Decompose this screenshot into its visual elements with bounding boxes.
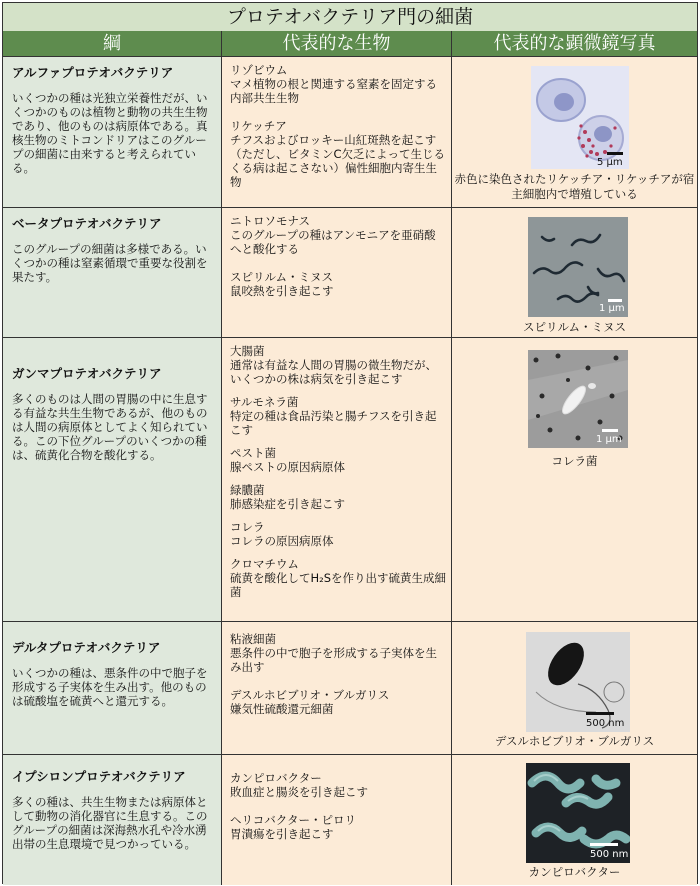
class-name: アルファプロテオバクテリア bbox=[12, 65, 174, 80]
desulfovibrio-micrograph bbox=[526, 632, 630, 732]
class-cell bbox=[3, 622, 222, 754]
organism-name: ニトロソモナス bbox=[230, 214, 311, 228]
organisms-cell bbox=[222, 208, 452, 337]
scale-label: 1 µm bbox=[599, 303, 625, 314]
organism-name: リゾビウム bbox=[230, 63, 288, 77]
micrograph-caption: コレラ菌 bbox=[551, 454, 598, 468]
organism-entry bbox=[230, 813, 447, 841]
organism-description: このグループの種はアンモニアを亜硝酸へと酸化する bbox=[230, 228, 436, 256]
rickettsia-micrograph bbox=[531, 66, 629, 169]
scale-bar bbox=[590, 843, 618, 846]
organism-entry bbox=[230, 632, 447, 674]
micrograph-cell bbox=[452, 338, 697, 621]
header-class: 綱 bbox=[3, 31, 222, 57]
organism-description: チフスおよびロッキー山紅斑熱を起こす（ただし、ビタミンC欠乏によって生じるくる病は起こさない）偏性細胞内寄生生物 bbox=[230, 133, 446, 189]
table-row bbox=[3, 338, 697, 622]
class-cell bbox=[3, 57, 222, 207]
micrograph-cell bbox=[452, 208, 697, 337]
organism-entry bbox=[230, 63, 447, 105]
organism-entry bbox=[230, 270, 447, 298]
table-row bbox=[3, 755, 697, 885]
organism-name: クロマチウム bbox=[230, 557, 299, 571]
organism-entry bbox=[230, 771, 447, 799]
class-name: ガンマプロテオバクテリア bbox=[12, 366, 162, 381]
class-description: 多くの種は、共生生物または病原体として動物の消化器官に生息する。このグループの細菌は深海熱水孔や冷水湧出帯の生息環境で見つかっている。 bbox=[12, 795, 208, 851]
organism-name: ペスト菌 bbox=[230, 446, 276, 460]
organism-entry bbox=[230, 446, 447, 474]
class-name: ベータプロテオバクテリア bbox=[12, 216, 162, 231]
class-cell bbox=[3, 755, 222, 885]
organism-name: ヘリコバクター・ピロリ bbox=[230, 813, 357, 827]
campylobacter-micrograph bbox=[526, 763, 630, 863]
scale-bar bbox=[586, 712, 614, 715]
micrograph-caption: スピリルム・ミヌス bbox=[522, 320, 627, 334]
header-organisms: 代表的な生物 bbox=[222, 31, 452, 57]
class-name: イプシロンプロテオバクテリア bbox=[12, 769, 186, 784]
class-description: いくつかの種は光独立栄養性だが、いくつかのものは植物と動物の共生生物であり、他のものは病原体である。真核生物のミトコンドリアはこのグループの細菌に由来すると考えられている。 bbox=[12, 91, 208, 175]
organism-entry bbox=[230, 557, 447, 599]
organism-description: 肺感染症を引き起こす bbox=[230, 497, 345, 511]
scale-label: 500 nm bbox=[586, 718, 625, 729]
micrograph-cell bbox=[452, 57, 697, 207]
scale-label: 1 µm bbox=[596, 434, 622, 445]
organism-name: 粘液細菌 bbox=[230, 632, 276, 646]
organism-description: 特定の種は食品汚染と腸チフスを引き起こす bbox=[230, 409, 437, 437]
organism-description: 胃潰瘍を引き起こす bbox=[230, 827, 334, 841]
class-description: 多くのものは人間の胃腸の中に生息する有益な共生生物であるが、他のものは人間の病原体としてよく知られている。この下位グループのいくつかの種は、硫黄化合物を酸化する。 bbox=[12, 392, 208, 462]
table-row bbox=[3, 622, 697, 755]
micrograph-caption: デスルホビブリオ・ブルガリス bbox=[494, 734, 655, 748]
organism-entry bbox=[230, 119, 447, 189]
organism-description: 通常は有益な人間の胃腸の微生物だが、いくつかの株は病気を引き起こす bbox=[230, 358, 437, 386]
scale-bar bbox=[607, 152, 623, 155]
organism-name: デスルホビブリオ・ブルガリス bbox=[230, 688, 390, 702]
scale-label: 5 µm bbox=[597, 157, 623, 168]
class-description: いくつかの種は、悪条件の中で胞子を形成する子実体を生み出す。他のものは硫酸塩を硫黄へと還元する。 bbox=[12, 666, 208, 708]
organism-name: コレラ bbox=[230, 520, 265, 534]
micrograph-caption: カンピロバクター bbox=[528, 865, 621, 879]
organism-name: サルモネラ菌 bbox=[230, 395, 299, 409]
organism-entry bbox=[230, 395, 447, 437]
organisms-cell bbox=[222, 755, 452, 885]
organism-description: 敗血症と腸炎を引き起こす bbox=[230, 785, 368, 799]
organism-description: コレラの原因病原体 bbox=[230, 534, 334, 548]
micrograph-cell bbox=[452, 622, 697, 754]
table-row bbox=[3, 57, 697, 208]
organisms-cell bbox=[222, 338, 452, 621]
organism-description: 腺ペストの原因病原体 bbox=[230, 460, 345, 474]
organism-name: リケッチア bbox=[230, 119, 287, 133]
table-row bbox=[3, 208, 697, 338]
organism-name: スピリルム・ミヌス bbox=[230, 270, 334, 284]
organism-entry bbox=[230, 344, 447, 386]
spirillum-micrograph bbox=[528, 217, 628, 317]
organism-name: カンピロバクター bbox=[230, 771, 322, 785]
class-cell bbox=[3, 338, 222, 621]
vibrio-micrograph bbox=[528, 350, 628, 448]
organisms-cell bbox=[222, 622, 452, 754]
organism-description: 嫌気性硫酸還元細菌 bbox=[230, 702, 334, 716]
organism-description: 硫黄を酸化してH₂Sを作り出す硫黄生成細菌 bbox=[230, 571, 447, 599]
bacteria-table bbox=[2, 2, 698, 884]
micrograph-caption: 赤色に染色されたリケッチア・リケッチアが宿主細胞内で増殖している bbox=[454, 172, 695, 201]
organism-entry bbox=[230, 214, 447, 256]
micrograph-cell bbox=[452, 755, 697, 885]
class-cell bbox=[3, 208, 222, 337]
organism-description: マメ植物の根と関連する窒素を固定する内部共生生物 bbox=[230, 77, 437, 105]
organism-entry bbox=[230, 520, 447, 548]
organism-name: 緑膿菌 bbox=[230, 483, 265, 497]
scale-bar bbox=[602, 429, 618, 432]
organism-entry bbox=[230, 688, 447, 716]
table-title: プロテオバクテリア門の細菌 bbox=[3, 3, 697, 32]
organism-name: 大腸菌 bbox=[230, 344, 265, 358]
class-description: このグループの細菌は多様である。いくつかの種は窒素循環で重要な役割を果たす。 bbox=[12, 242, 208, 284]
class-name: デルタプロテオバクテリア bbox=[12, 640, 161, 655]
organism-entry bbox=[230, 483, 447, 511]
scale-label: 500 nm bbox=[590, 849, 629, 860]
header-micrographs: 代表的な顕微鏡写真 bbox=[452, 31, 697, 57]
organism-description: 鼠咬熱を引き起こす bbox=[230, 284, 334, 298]
scale-bar bbox=[608, 299, 622, 302]
organism-description: 悪条件の中で胞子を形成する子実体を生み出す bbox=[230, 646, 437, 674]
organisms-cell bbox=[222, 57, 452, 207]
